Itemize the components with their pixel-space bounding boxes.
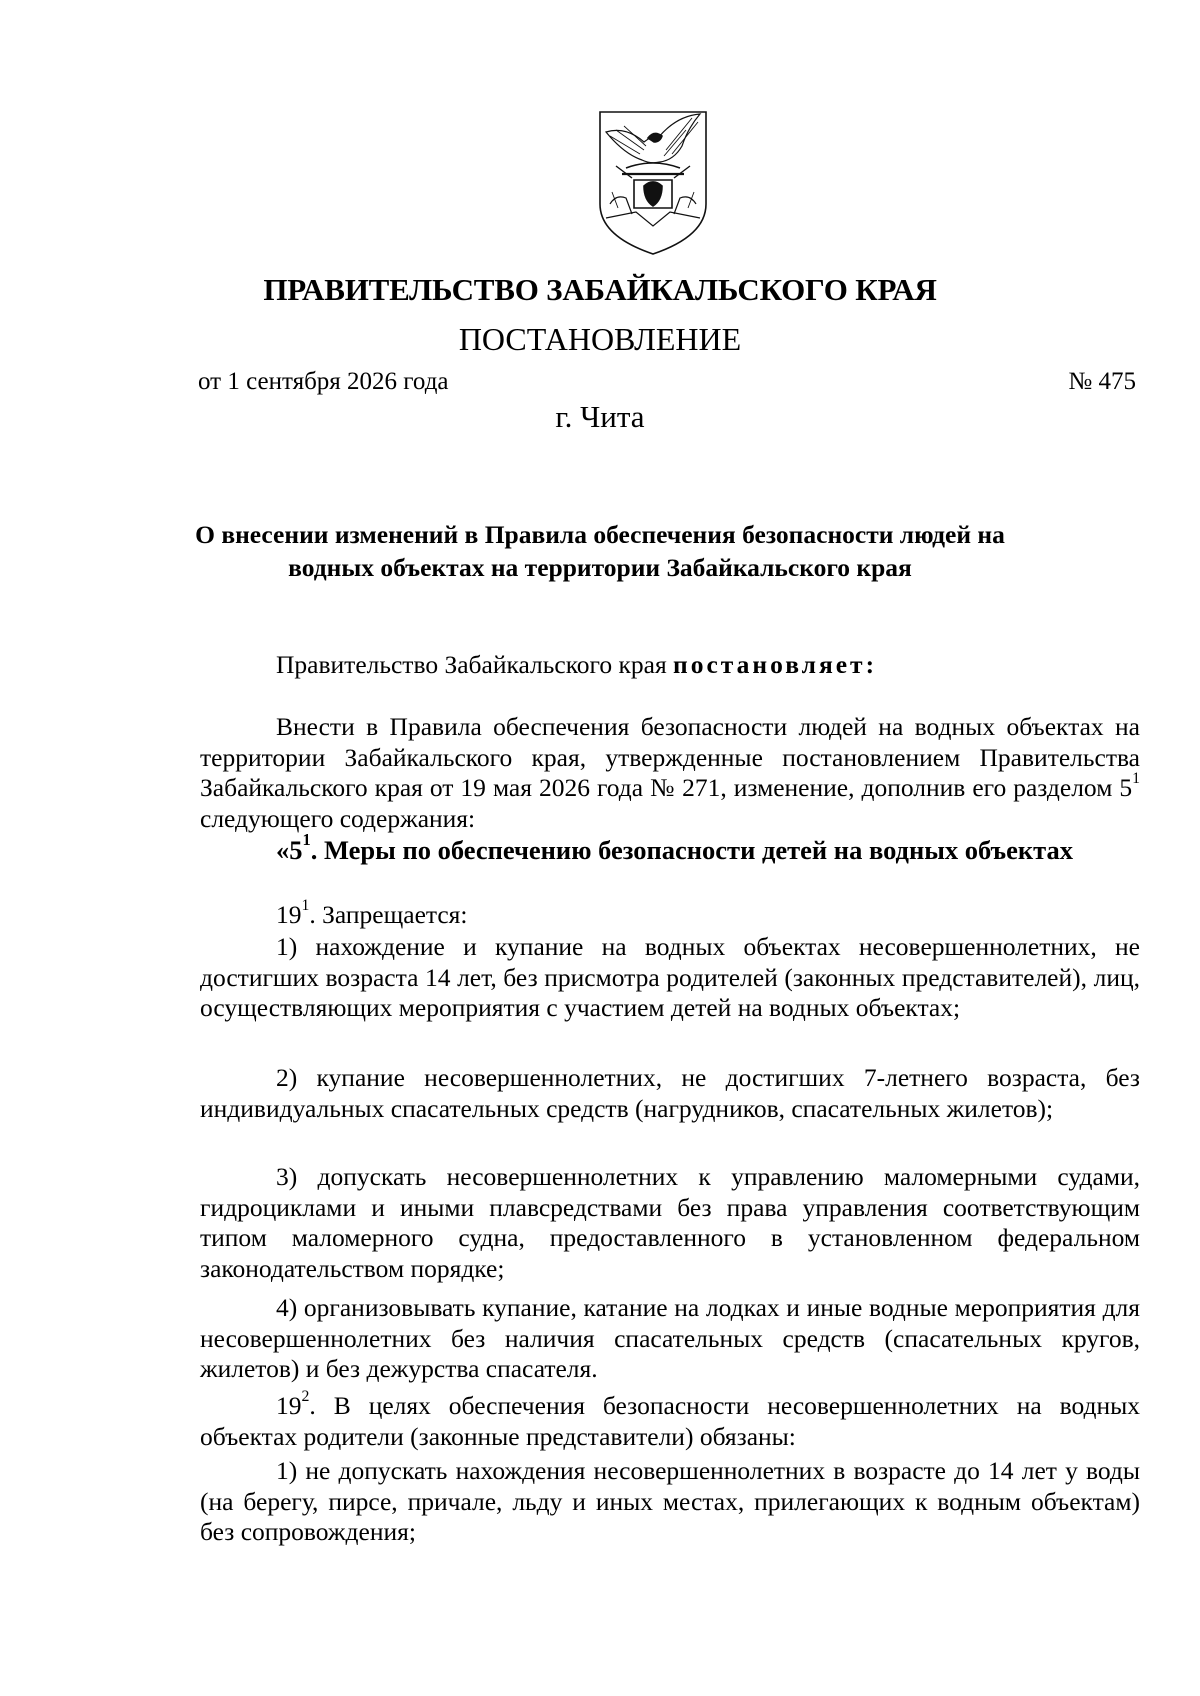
- document-city: г. Чита: [555, 399, 645, 434]
- preamble-text: Правительство Забайкальского края: [276, 650, 674, 679]
- intro-superscript: 1: [1132, 769, 1140, 787]
- preamble: [276, 650, 1140, 681]
- document-date: от 1 сентября 2026 года: [198, 368, 449, 395]
- clause-text: . В целях обеспечения безопасности несовершеннолетних на водных объектах родители (законные представители) обязаны:: [200, 1391, 1140, 1451]
- intro-text: Внести в Правила обеспечения безопасности людей на водных объектах на территории Забайкальского края, утвержденные постановлением Правительства Забайкальского края от 19 мая 2026 года № 271, изменение, дополнив его разделом 5: [200, 712, 1140, 802]
- clause-number: 19: [276, 900, 302, 929]
- clause-19-1-heading: [276, 896, 1140, 931]
- clause-number: 19: [276, 1391, 302, 1420]
- clause-text: . Запрещается:: [309, 900, 468, 929]
- section-superscript: 1: [302, 830, 311, 850]
- organization-name: ПРАВИТЕЛЬСТВО ЗАБАЙКАЛЬСКОГО КРАЯ: [263, 272, 937, 307]
- list-item: 1) не допускать нахождения несовершеннолетних в возрасте до 14 лет у воды (на берегу, пирсе, причале, льду и иных местах, прилегающих к водным объектам) без сопровождения;: [200, 1456, 1140, 1546]
- document-number: № 475: [1068, 368, 1136, 395]
- document-type: ПОСТАНОВЛЕНИЕ: [458, 321, 742, 357]
- intro-tail: следующего содержания:: [200, 803, 476, 833]
- document-title-line-2: водных объектах на территории Забайкальского края: [288, 553, 912, 582]
- section-heading: [276, 830, 1140, 866]
- document-title: [0, 518, 1200, 584]
- document-title-line-1: О внесении изменений в Правила обеспечения безопасности людей на: [195, 520, 1005, 549]
- coat-of-arms-emblem: [596, 108, 710, 258]
- list-item: 4) организовывать купание, катание на лодках и иные водные мероприятия для несовершеннолетних без наличия спасательных средств (спасательных кругов, жилетов) и без дежурства спасателя.: [200, 1293, 1140, 1383]
- list-item: 2) купание несовершеннолетних, не достигших 7-летнего возраста, без индивидуальных спасательных средств (нагрудников, спасательных жилетов);: [200, 1063, 1140, 1123]
- list-item: 3) допускать несовершеннолетних к управлению маломерными судами, гидроциклами и иными плавсредствами без права управления соответствующим типом маломерного судна, предоставленного в установленном федеральном законодательством порядке;: [200, 1162, 1140, 1283]
- section-title: . Меры по обеспечению безопасности детей на водных объектах: [310, 835, 1073, 865]
- clause-superscript: 2: [301, 1387, 310, 1405]
- list-item: 1) нахождение и купание на водных объектах несовершеннолетних, не достигших возраста 14 лет, без присмотра родителей (законных представителей), лиц, осуществляющих мероприятия с участием детей на водных объектах;: [200, 932, 1140, 1022]
- section-prefix: «5: [276, 835, 303, 865]
- clause-superscript: 1: [301, 896, 310, 914]
- preamble-emphasis: постановляет:: [673, 650, 878, 679]
- intro-paragraph: [200, 712, 1140, 834]
- clause-19-2-paragraph: [200, 1387, 1140, 1452]
